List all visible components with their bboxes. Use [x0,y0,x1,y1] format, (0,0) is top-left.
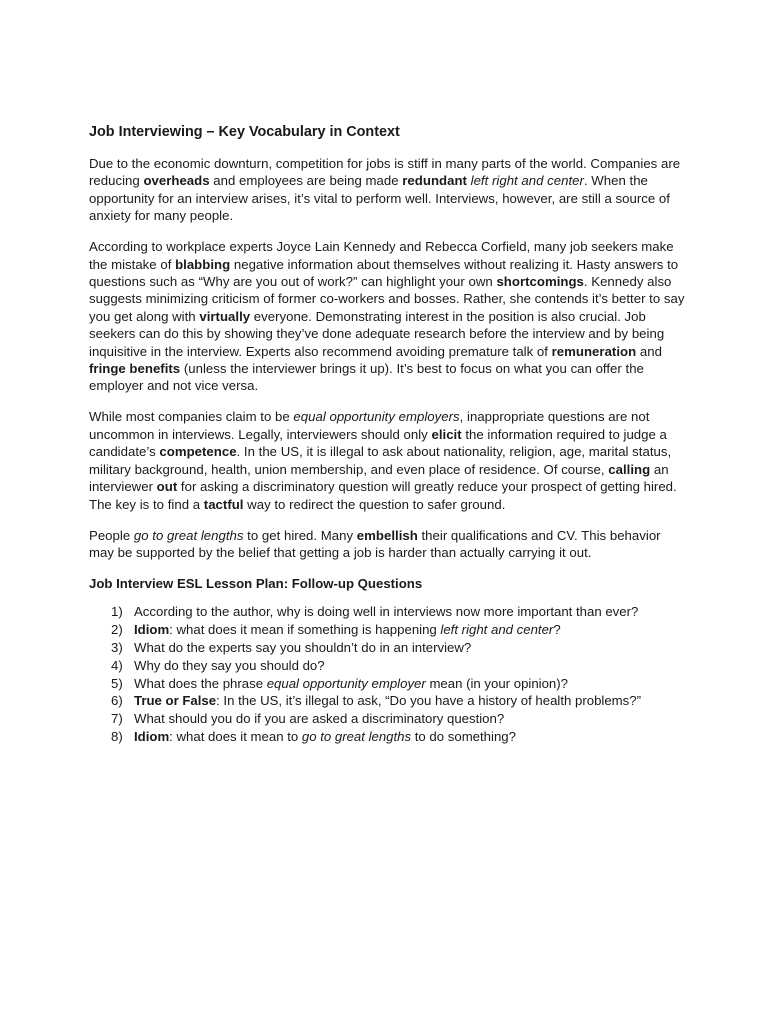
text-run: . In the US, it is illegal to ask about nationality, religion, age, marital status, military background, health, union membership, and even place of residence. Of course, [89,444,672,477]
text-run: for asking a discriminatory question will greatly reduce your prospect of getting hired. The key is to find a [89,479,677,512]
question-number: 3) [111,639,123,655]
question-text [134,692,687,710]
bold-term: blabbing [175,256,231,272]
italic-phrase: left right and center [440,621,554,637]
article-body [89,155,687,561]
question-item [89,639,687,657]
text-run: : what does it mean to [169,729,302,745]
question-number: 1) [111,603,123,619]
bold-term: True or False [134,693,217,709]
text-run: , inappropriate questions are not uncommon in interviews. Legally, interviewers should only [89,409,650,442]
text-run: What should you do if you are asked a discriminatory question? [134,711,505,727]
text-run: and employees are being made [209,173,403,189]
question-item [89,728,687,746]
question-number: 7) [111,711,123,727]
question-number: 8) [111,729,123,745]
question-number: 6) [111,693,123,709]
text-run: an interviewer [89,461,669,495]
question-item [89,657,687,675]
text-run: : In the US, it’s illegal to ask, “Do you have a history of health problems?” [216,693,641,709]
bold-term: overheads [143,173,210,189]
text-run: (unless the interviewer brings it up). It’s best to focus on what you can offer the employer and not vice versa. [89,361,644,394]
bold-term: fringe benefits [89,361,181,377]
italic-phrase: equal opportunity employer [266,675,426,691]
question-item [89,710,687,728]
text-run: ? [553,621,561,637]
text-run: everyone. Demonstrating interest in the position is also crucial. Job seekers can do this by showing they’ve done adequate research before the interview and by being inquisitive in the interview. Experts also recommend avoiding premature talk of [89,308,665,359]
italic-phrase: left right and center [470,173,584,189]
text-run: . When the opportunity for an interview arises, it’s vital to perform well. Interviews, however, are still a source of anxiety for many people. [89,173,670,224]
bold-term: out [156,479,178,495]
paragraph [89,155,687,225]
text-run: mean (in your opinion)? [425,675,568,691]
italic-phrase: go to great lengths [301,729,412,745]
question-text [134,603,687,621]
bold-term: embellish [356,527,418,543]
bold-term: remuneration [551,343,637,359]
bold-term: calling [608,461,651,477]
text-run: People [89,527,134,543]
question-text [134,639,687,657]
text-run: : what does it mean if something is happening [169,621,441,637]
text-run: What does the phrase [134,675,267,691]
text-run: their qualifications and CV. This behavior may be supported by the belief that getting a job is harder than actually carrying it out. [89,527,661,560]
paragraph [89,527,687,562]
question-number: 4) [111,657,123,673]
text-run: and [636,343,662,359]
text-run: negative information about themselves without realizing it. Hasty answers to questions such as “Why are you out of work?” can highlight your own [89,256,679,290]
italic-phrase: equal opportunity employers [293,409,460,425]
question-text [134,621,687,639]
text-run: way to redirect the question to safer ground. [243,496,506,512]
text-run: the information required to judge a candidate’s [89,426,667,460]
document-page [89,122,687,746]
question-text [134,710,687,728]
question-item [89,603,687,621]
question-text [134,675,687,693]
question-text [134,728,687,746]
text-run: to get hired. Many [243,527,357,543]
text-run: Due to the economic downturn, competition for jobs is stiff in many parts of the world. Companies are reducing [89,156,681,189]
text-run: While most companies claim to be [89,409,294,425]
text-run: . Kennedy also suggests minimizing criticism of former co-workers and bosses. Rather, she contends it’s better to say you get along with [89,274,685,324]
italic-phrase: go to great lengths [133,527,244,543]
text-run: to do something? [411,729,516,745]
bold-term: elicit [431,426,462,442]
text-run: Why do they say you should do? [134,657,325,673]
bold-term: competence [159,444,237,460]
bold-term: tactful [203,496,244,512]
question-item [89,621,687,639]
text-run: What do the experts say you shouldn’t do in an interview? [134,639,472,655]
questions-list [89,603,687,746]
bold-term: virtually [199,308,251,324]
question-number: 5) [111,675,123,691]
questions-heading: Job Interview ESL Lesson Plan: Follow-up Questions [89,575,423,591]
question-item [89,692,687,710]
bold-term: Idiom [134,621,170,637]
document-title: Job Interviewing – Key Vocabulary in Context [89,124,400,140]
paragraph [89,238,687,395]
question-number: 2) [111,621,123,637]
text-run: According to the author, why is doing well in interviews now more important than ever? [134,603,639,619]
bold-term: redundant [402,173,467,189]
paragraph [89,408,687,512]
bold-term: Idiom [134,729,170,745]
question-item [89,675,687,693]
bold-term: shortcomings [496,274,584,290]
text-run: According to workplace experts Joyce Lain Kennedy and Rebecca Corfield, many job seekers make the mistake of [89,239,674,272]
question-text [134,657,687,675]
